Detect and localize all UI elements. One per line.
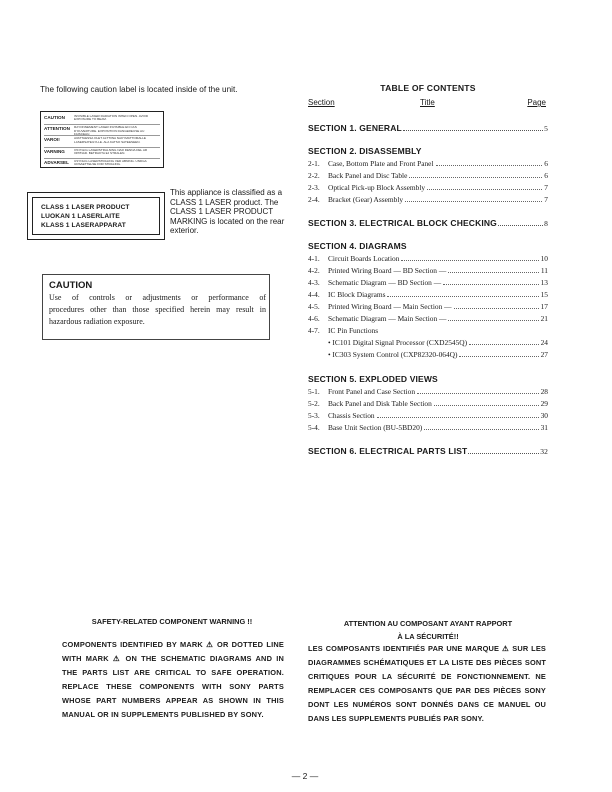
- toc-section-6[interactable]: SECTION 6. ELECTRICAL PARTS LIST 32: [308, 446, 548, 456]
- toc-section-2[interactable]: SECTION 2. DISASSEMBLY: [308, 146, 422, 156]
- laser-label-line: CLASS 1 LASER PRODUCT: [41, 203, 130, 211]
- toc-entry[interactable]: 2-1. Case, Bottom Plate and Front Panel 6: [308, 159, 548, 168]
- toc-col-section: Section: [308, 98, 335, 107]
- toc-entry[interactable]: 2-2. Back Panel and Disc Table 6: [308, 171, 548, 180]
- toc-entry[interactable]: 5-2. Back Panel and Disk Table Section 29: [308, 399, 548, 408]
- toc-entry[interactable]: 2-4. Bracket (Gear) Assembly 7: [308, 195, 548, 204]
- toc-section-1[interactable]: SECTION 1. GENERAL 5: [308, 123, 548, 133]
- page-number: — 2 —: [291, 771, 319, 781]
- toc-entry[interactable]: 4-7. IC Pin Functions: [308, 326, 379, 335]
- toc-entry[interactable]: 5-3. Chassis Section 30: [308, 411, 548, 420]
- caution-notice-box: [42, 274, 270, 340]
- safety-warning-title-fr: ATTENTION AU COMPOSANT AYANT RAPPORT À LA SÉCURITÉ!!: [343, 619, 513, 641]
- caution-label-row: VAROI! AVATTAESSA OLET ALTTIINA NAKYMATTOMALLE LASERSATEILYLLE. ALA KATSO SATEESEEN.: [44, 136, 160, 147]
- toc-entry[interactable]: 4-4. IC Block Diagrams 15: [308, 290, 548, 299]
- caution-heading: CAUTION: [49, 280, 93, 291]
- toc-col-title: Title: [420, 98, 435, 107]
- toc-entry[interactable]: 4-1. Circuit Boards Location 10: [308, 254, 548, 263]
- caution-label-row: CAUTION INVISIBLE LASER RADIATION WHEN OPEN. AVOID EXPOSURE TO BEAM.: [44, 114, 160, 125]
- toc-section-3[interactable]: SECTION 3. ELECTRICAL BLOCK CHECKING 8: [308, 218, 548, 228]
- laser-label-line: LUOKAN 1 LASERLAITE: [41, 212, 120, 220]
- caution-label-image: [40, 111, 164, 168]
- toc-section-5[interactable]: SECTION 5. EXPLODED VIEWS: [308, 374, 438, 384]
- toc-entry[interactable]: 4-5. Printed Wiring Board — Main Section — 17: [308, 302, 548, 311]
- caution-label-intro: The following caution label is located inside of the unit.: [40, 85, 238, 94]
- laser-label-line: KLASS 1 LASERAPPARAT: [41, 221, 126, 229]
- caution-label-row: ATTENTION RAYONNEMENT LASER INVISIBLE EN CAS D'OUVERTURE. EXPOSITION DANGEREUSE AU FAISCEAU.: [44, 125, 160, 136]
- toc-entry[interactable]: 5-1. Front Panel and Case Section 28: [308, 387, 548, 396]
- toc-col-page: Page: [527, 98, 546, 107]
- safety-warning-body-fr: LES COMPOSANTS IDENTIFIÉS PAR UNE MARQUE ⚠ SUR LES DIAGRAMMES SCHÉMATIQUES ET LA LISTE DES PIÈCES SONT CRITIQUES POUR LA SÉCURITÉ DE FONCTIONNEMENT. NE REMPLACER CES COMPOSANTS QUE PAR DES PIÈCES SONY DONT LES NUMÉROS SONT DONNÉS DANS CE MANUEL OU DANS LES SUPPLEMENTS PUBLIÉS PAR SONY.: [308, 644, 546, 723]
- toc-entry[interactable]: 5-4. Base Unit Section (BU-5BD20) 31: [308, 423, 548, 432]
- laser-product-label: [27, 192, 165, 240]
- laser-classification-text: This appliance is classified as a CLASS 1 LASER product. The CLASS 1 LASER PRODUCT MARKING is located on the rear exterior.: [170, 188, 285, 236]
- safety-warning-body: COMPONENTS IDENTIFIED BY MARK ⚠ OR DOTTED LINE WITH MARK ⚠ ON THE SCHEMATIC DIAGRAMS AND IN THE PARTS LIST ARE CRITICAL TO SAFE OPERATION. REPLACE THESE COMPONENTS WITH SONY PARTS WHOSE PART NUMBERS APPEAR AS SHOWN IN THIS MANUAL OR IN SUPPLEMENTS PUBLISHED BY SONY.: [62, 640, 284, 719]
- toc-entry[interactable]: • IC101 Digital Signal Processor (CXD2545Q) 24: [328, 338, 548, 347]
- toc-entry[interactable]: 4-2. Printed Wiring Board — BD Section — 11: [308, 266, 548, 275]
- toc-title: TABLE OF CONTENTS: [380, 83, 476, 93]
- toc-entry[interactable]: 4-3. Schematic Diagram — BD Section — 13: [308, 278, 548, 287]
- caution-label-row: VARNING OSYNLIG LASERSTRALNING NAR DENNA DEL AR OPPNAD. BETRAKTA EJ STRALEN.: [44, 148, 160, 159]
- caution-body: Use of controls or adjustments or performance of procedures other than those specified herein may result in hazardous radiation exposure.: [49, 293, 266, 326]
- caution-label-row: ADVARSEL USYNLIG LASERSTRALING VED ABNING. UNDGA UDSAETTELSE FOR STRALING.: [44, 158, 147, 167]
- toc-section-4[interactable]: SECTION 4. DIAGRAMS: [308, 241, 407, 251]
- toc-entry[interactable]: 2-3. Optical Pick-up Block Assembly 7: [308, 183, 548, 192]
- toc-entry[interactable]: • IC303 System Control (CXP82320-064Q) 27: [328, 350, 548, 359]
- toc-entry[interactable]: 4-6. Schematic Diagram — Main Section — 21: [308, 314, 548, 323]
- safety-warning-title: SAFETY-RELATED COMPONENT WARNING !!: [91, 617, 253, 626]
